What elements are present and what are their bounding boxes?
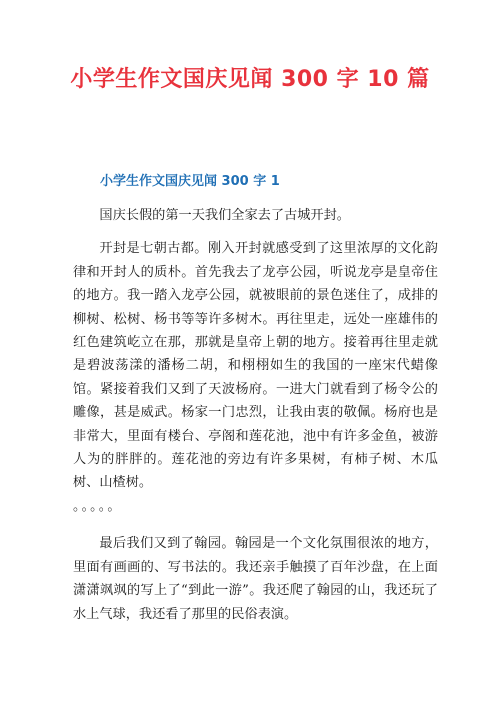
article-body bbox=[73, 204, 438, 638]
document-title: 小学生作文国庆见闻 300 字 10 篇 bbox=[70, 67, 430, 92]
paragraph-kaifeng: 开封是七朝古都。刚入开封就感受到了这里浓厚的文化韵律和开封人的质朴。首先我去了龙亭公园，听说龙亭是皇帝住的地方。我一踏入龙亭公园，就被眼前的景色迷住了，成排的柳树、松树、杨书等等许多树木。再往里走，远处一座雄伟的红色建筑屹立在那，那就是皇帝上朝的地方。接着再往里走就是碧波荡漾的潘杨二胡，和栩栩如生的我国的一座宋代蜡像馆。紧接着我们又到了天波杨府。一进大门就看到了杨令公的雕像，甚是威武。杨家一门忠烈，让我由衷的敬佩。杨府也是非常大，里面有楼台、亭阁和莲花池，池中有许多金鱼，被游人为的胖胖的。莲花池的旁边有许多果树，有柿子树、木瓜树、山楂树。 bbox=[73, 241, 438, 491]
paragraph-hanyuan: 最后我们又到了翰园。翰园是一个文化氛围很浓的地方，里面有画画的、写书法的。我还亲手触摸了百年沙盘，在上面潇潇飒飒的写上了“到此一游”。我还爬了翰园的山，我还玩了水上气球，我还看了那里的民俗表演。 bbox=[73, 536, 438, 622]
section-heading: 小学生作文国庆见闻 300 字 1 bbox=[100, 174, 280, 189]
paragraph-intro: 国庆长假的第一天我们全家去了古城开封。 bbox=[99, 208, 350, 223]
paragraph-ellipsis: 。。。。。 bbox=[73, 498, 123, 514]
